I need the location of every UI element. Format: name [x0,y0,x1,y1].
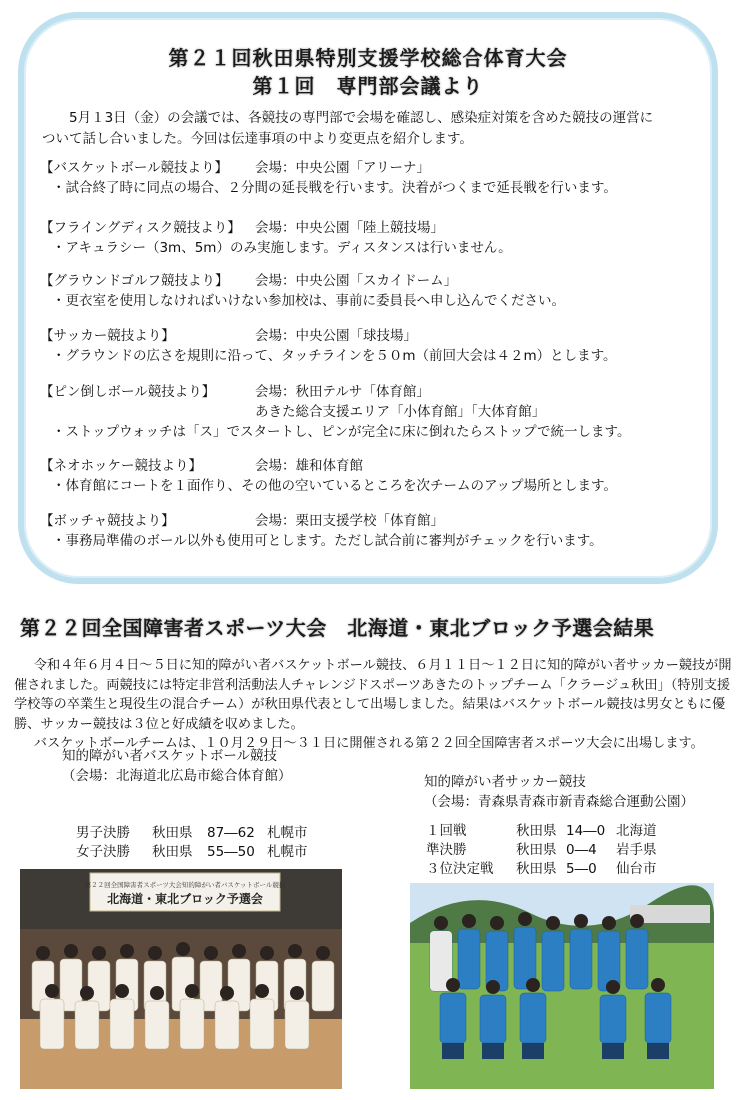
soccer-venue: （会場：青森県青森市新青森総合運動公園） [424,794,694,810]
event-note: ・ストップウォッチは「ス」でスタートし、ピンが完全に床に倒れたらストップで統一します。 [52,424,631,440]
event-name: 【グラウンドゴルフ競技より】 [40,273,229,289]
event-pin-ball [40,382,700,442]
result-score: 55―50 [207,844,255,860]
result-score: 87―62 [207,825,255,841]
event-venue: 会場：秋田テルサ「体育館」 [255,384,430,400]
basketball-team-photo [20,869,342,1089]
result-row [426,841,657,860]
result-round: 男子決勝 [76,825,130,841]
result-team: 秋田県 [516,842,557,858]
soccer-results [426,822,657,879]
result-team: 秋田県 [152,844,193,860]
result-score: 14―0 [566,823,606,839]
event-note: ・体育館にコートを１面作り、その他の空いているところを次チームのアップ場所とします。 [52,478,617,494]
event-venue: 会場：中央公園「スカイドーム」 [255,273,458,289]
result-round: 女子決勝 [76,844,130,860]
result-opponent: 仙台市 [616,861,657,877]
results-paragraph-2: バスケットボールチームは、１０月２９日～３１日に開催される第２２回全国障害者スポーツ大会に出場します。 [33,736,704,751]
result-opponent: 北海道 [616,823,657,839]
result-opponent: 札幌市 [267,844,308,860]
result-team: 秋田県 [516,861,557,877]
result-team: 秋田県 [516,823,557,839]
event-venue: 会場：栗田支援学校「体育館」 [255,513,444,529]
results-title: 第２２回全国障害者スポーツ大会 北海道・東北ブロック予選会結果 [20,616,655,640]
meeting-subtitle: 第１回 専門部会議より [252,74,484,98]
result-round: １回戦 [426,823,467,839]
banner-line-1: 第２２回全国障害者スポーツ大会知的障がい者バスケットボール競技 [84,881,286,889]
result-score: 5―0 [566,861,597,877]
basketball-heading: 知的障がい者バスケットボール競技 [62,748,278,764]
result-score: 0―4 [566,842,597,858]
event-name: 【フライングディスク競技より】 [40,220,241,236]
event-flying-disc [40,218,700,258]
result-row [76,843,308,862]
event-boccia [40,511,700,551]
basketball-team-photo-graphic [20,869,342,1089]
event-name: 【バスケットボール競技より】 [40,160,229,176]
soccer-team-photo [410,883,714,1089]
event-note: ・事務局準備のボール以外も使用可とします。ただし試合前に審判がチェックを行います。 [52,533,603,549]
event-soccer [40,326,700,366]
event-note: ・アキュラシー（3m、5m）のみ実施します。ディスタンスは行いません。 [52,240,512,256]
event-name: 【ネオホッケー競技より】 [40,458,202,474]
basketball-heading-block [62,746,292,786]
event-name: 【ピン倒しボール競技より】 [40,384,216,400]
result-opponent: 岩手県 [616,842,657,858]
basketball-venue: （会場：北海道北広島市総合体育館） [62,768,292,784]
event-note: ・グラウンドの広さを規則に沿って、タッチラインを５０m（前回大会は４２m）とします。 [52,348,617,364]
result-row [426,822,657,841]
event-basketball [40,158,700,198]
event-name: 【ボッチャ競技より】 [40,513,175,529]
event-name: 【サッカー競技より】 [40,328,175,344]
event-venue: 会場：雄和体育館 [255,458,363,474]
meeting-title: 第２１回秋田県特別支援学校総合体育大会 [168,46,568,70]
event-venue: 会場：中央公園「陸上競技場」 [255,220,444,236]
event-note: ・試合終了時に同点の場合、２分間の延長戦を行います。決着がつくまで延長戦を行います。 [52,180,617,196]
event-note: ・更衣室を使用しなければいけない参加校は、事前に委員長へ申し込んでください。 [52,293,565,309]
soccer-heading-block [424,772,694,812]
soccer-team-photo-graphic [410,883,714,1089]
banner-line-2: 北海道・東北ブロック予選会 [107,892,263,906]
event-venue: 会場：中央公園「アリーナ」 [255,160,430,176]
results-paragraph-1: 令和４年６月４日～５日に知的障がい者バスケットボール競技、６月１１日～１２日に知的障がい者サッカー競技が開催されました。両競技には特定非営利活動法人チャレンジドスポーツあきたのトップチーム「クラージュ秋田」（特別支援学校等の卒業生と現役生の混合チーム）が秋田県代表として出場しました。結果はバスケットボール競技は男女ともに優勝、サッカー競技は３位と好成績を収めました。 [14,658,732,732]
result-row [426,860,657,879]
basketball-results [76,824,308,862]
event-venue-2: あきた総合支援エリア「小体育館」「大体育館」 [255,404,546,420]
event-ground-golf [40,271,700,311]
result-opponent: 札幌市 [267,825,308,841]
result-row [76,824,308,843]
meeting-intro: 5月１3日（金）の会議では、各競技の専門部で会場を確認し、感染症対策を含めた競技の運営について話し合いました。今回は伝達事項の中より変更点を紹介します。 [42,110,654,147]
result-team: 秋田県 [152,825,193,841]
result-round: ３位決定戦 [426,861,494,877]
soccer-heading: 知的障がい者サッカー競技 [424,774,586,790]
result-round: 準決勝 [426,842,467,858]
results-body [14,656,739,754]
event-neo-hockey [40,456,700,496]
event-venue: 会場：中央公園「球技場」 [255,328,417,344]
